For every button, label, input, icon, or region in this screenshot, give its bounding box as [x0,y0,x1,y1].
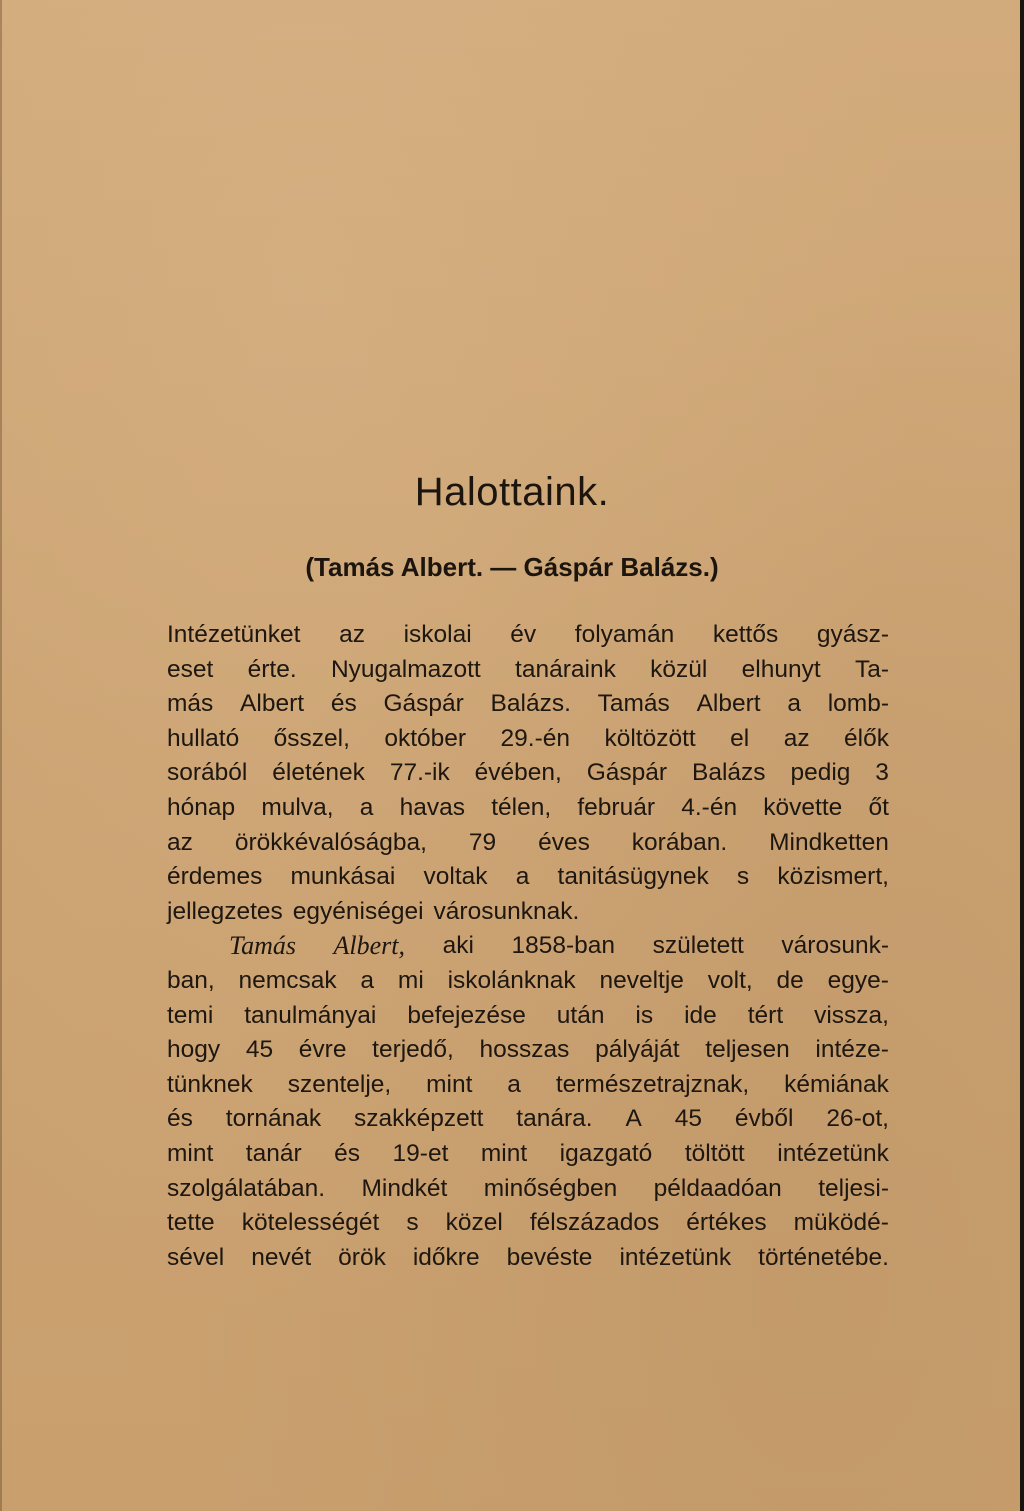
text-line: és tornának szakképzett tanára. A 45 évből 26-ot, [167,1105,889,1133]
text-line: szolgálatában. Mindkét minőségben példaadóan teljesi- [167,1174,889,1202]
page-edge-left [0,0,2,1511]
text-line: hónap mulva, a havas télen, február 4.-én követte őt [167,793,889,821]
text-line: ban, nemcsak a mi iskolánknak neveltje volt, de egye- [167,966,889,994]
text-line: jellegzetes egyéniségei városunknak. [167,897,580,925]
text-line: temi tanulmányai befejezése után is ide tért vissza, [167,1001,889,1029]
text-line: sorából életének 77.-ik évében, Gáspár Balázs pedig 3 [167,759,889,787]
page-edge-right [1020,0,1024,1511]
text-line: tünknek szentelje, mint a természetrajznak, kémiának [167,1070,889,1098]
text-line: más Albert és Gáspár Balázs. Tamás Albert a lomb- [167,690,889,718]
page-subtitle: (Tamás Albert. — Gáspár Balázs.) [305,552,719,582]
body-text [167,618,889,1275]
text-line: az örökkévalóságba, 79 éves korában. Mindketten [167,828,889,856]
page-title: Halottaink. [414,470,610,514]
text-line: érdemes munkásai voltak a tanitásügynek s közismert, [167,863,889,891]
text-line: hogy 45 évre terjedő, hosszas pályáját teljesen intéze- [167,1036,889,1064]
text-line: Tamás Albert, aki 1858-ban született városunk- [229,931,889,961]
text-line: Intézetünket az iskolai év folyamán kettős gyász- [167,621,889,648]
text-line: sével nevét örök időkre bevéste intézetünk történetébe. [167,1243,889,1271]
text-line: mint tanár és 19-et mint igazgató töltött intézetünk [167,1139,889,1167]
text-line: hullató ősszel, október 29.-én költözött el az élők [167,724,889,752]
text-line: tette kötelességét s közel félszázados értékes müködé- [167,1209,889,1237]
text-line: eset érte. Nyugalmazott tanáraink közül elhunyt Ta- [167,655,889,683]
